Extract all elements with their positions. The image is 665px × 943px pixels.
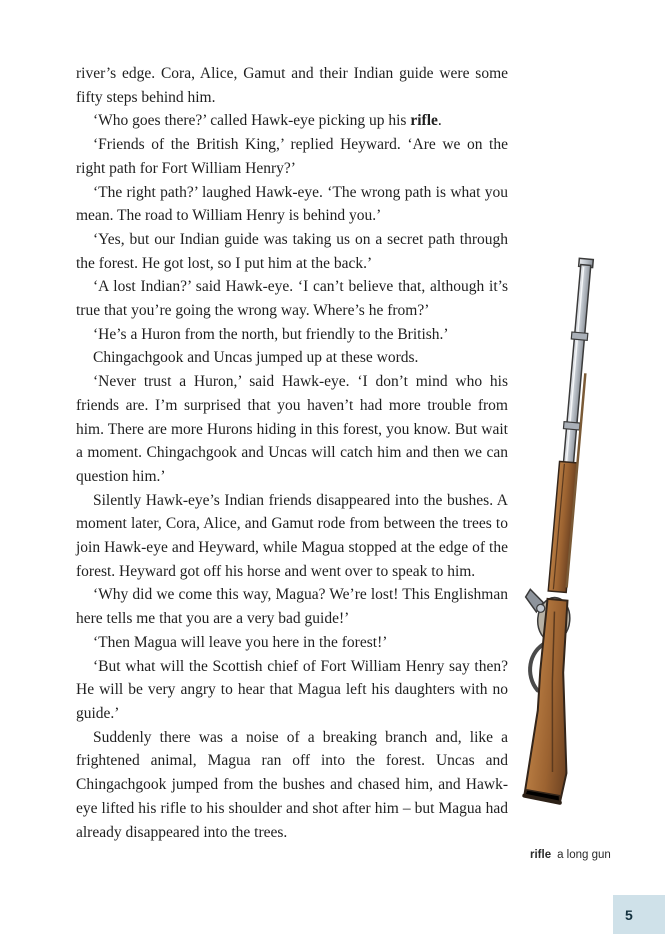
paragraph: [76, 631, 508, 655]
flintlock-rifle-drawing: [503, 252, 623, 822]
page-number-box: [613, 895, 665, 934]
text-run: ‘A lost Indian?’ said Hawk-eye. ‘I can’t believe that, although it’s true that you’re going the wrong way. Where’s he from?’: [76, 278, 508, 320]
paragraph: [76, 726, 508, 845]
rifle-illustration: [503, 252, 623, 822]
text-run: river’s edge. Cora, Alice, Gamut and their Indian guide were some fifty steps behind him.: [76, 65, 508, 106]
text-run: ‘Who goes there?’ called Hawk-eye picking up his: [93, 112, 411, 130]
text-run: ‘Never trust a Huron,’ said Hawk-eye. ‘I don’t mind who his friends are. I’m surprised that you haven’t had more trouble from him. There are more Hurons hiding in this forest, you know. But wait a moment. Chingachgook and Uncas will catch him and then we can question him.’: [76, 373, 508, 485]
text-run: .: [437, 112, 442, 130]
text-run: ‘Yes, but our Indian guide was taking us on a secret path through the forest. He got lost, so I put him at the back.’: [76, 230, 508, 272]
page-number: 5: [625, 906, 633, 923]
text-run: ‘Then Magua will leave you here in the forest!’: [93, 633, 388, 651]
text-column: [76, 62, 508, 844]
paragraph: [76, 228, 508, 275]
text-run: ‘The right path?’ laughed Hawk-eye. ‘The wrong path is what you mean. The road to William Henry is behind you.’: [76, 183, 508, 225]
paragraph: [76, 62, 508, 109]
text-run: ‘Friends of the British King,’ replied Heyward. ‘Are we on the right path for Fort William Henry?’: [76, 136, 508, 177]
caption-term: rifle: [530, 849, 552, 861]
paragraph: [76, 133, 508, 180]
rifle-caption: [530, 849, 660, 861]
paragraph: [76, 655, 508, 726]
paragraph: [76, 275, 508, 322]
paragraph: [76, 489, 508, 584]
text-run: Chingachgook and Uncas jumped up at these words.: [93, 349, 419, 367]
text-run: ‘But what will the Scottish chief of Fort William Henry say then? He will be very angry to hear that Magua left his daughters with no guide.’: [76, 657, 508, 722]
text-run: ‘Why did we come this way, Magua? We’re lost! This Englishman here tells me that you are a very bad guide!’: [76, 586, 508, 628]
paragraph: [76, 109, 508, 133]
text-run: ‘He’s a Huron from the north, but friendly to the British.’: [93, 325, 449, 343]
paragraph: [76, 370, 508, 489]
paragraph: [76, 583, 508, 630]
caption-definition: a long gun: [557, 849, 611, 861]
paragraph: [76, 346, 508, 370]
text-run: Silently Hawk-eye’s Indian friends disappeared into the bushes. A moment later, Cora, Alice, and Gamut rode from between the trees to join Hawk-eye and Heyward, while Magua stopped at the edge of the forest. Heyward got off his horse and went over to speak to him.: [76, 491, 508, 580]
text-run: Suddenly there was a noise of a breaking branch and, like a frightened animal, Magua ran off into the forest. Uncas and Chingachgook jumped from the bushes and chased him, and Hawk-eye lifted his rifle to his shoulder and shot after him – but Magua had already disappeared into the trees.: [76, 728, 508, 841]
bold-run: rifle: [410, 112, 438, 130]
paragraph: [76, 181, 508, 228]
paragraph: [76, 323, 508, 347]
